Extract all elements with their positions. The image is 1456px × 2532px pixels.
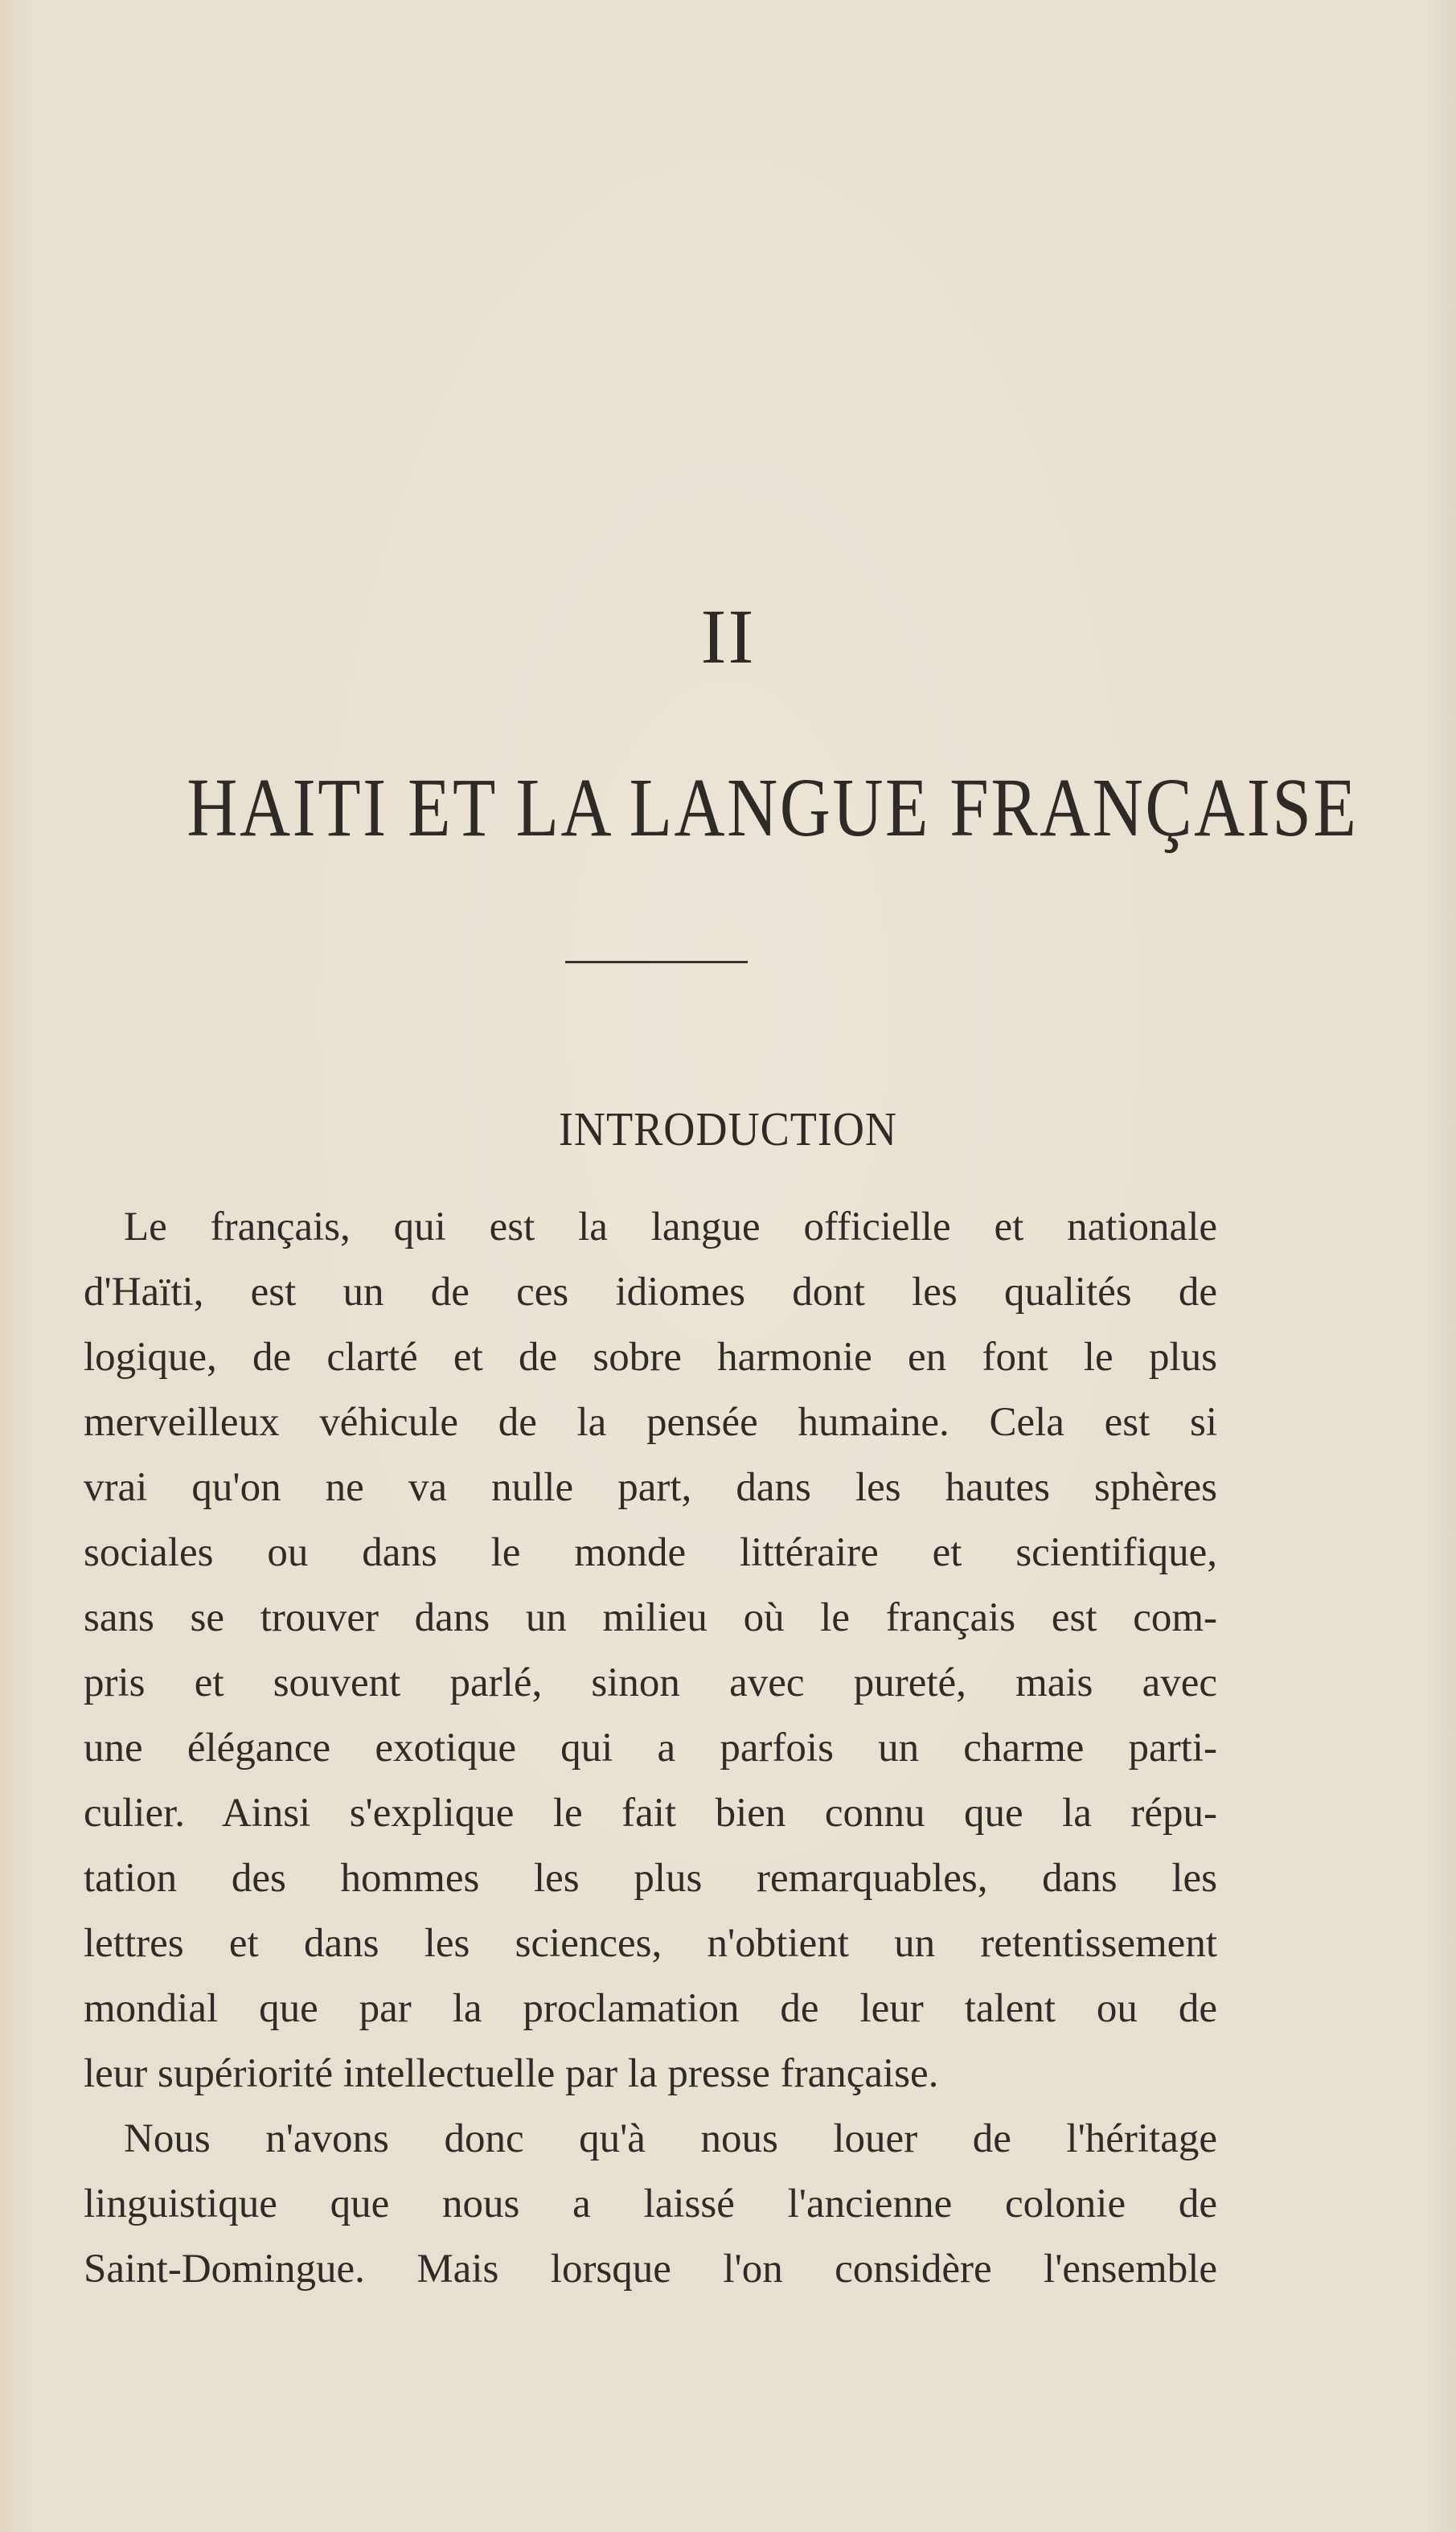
text-line: sociales ou dans le monde littéraire et scientifique, bbox=[84, 1530, 1217, 1575]
section-title: INTRODUCTION bbox=[558, 1102, 898, 1155]
text-line: Saint-Domingue. Mais lorsque l'on considère l'ensemble bbox=[84, 2247, 1217, 2292]
text-line: Le français, qui est la langue officielle et nationale bbox=[124, 1204, 1217, 1250]
title-divider bbox=[565, 961, 748, 963]
text-line: pris et souvent parlé, sinon avec pureté, mais avec bbox=[84, 1660, 1217, 1705]
text-line: tation des hommes les plus remarquables, dans les bbox=[84, 1856, 1217, 1901]
text-line: mondial que par la proclamation de leur talent ou de bbox=[84, 1986, 1217, 2031]
body-text bbox=[84, 1195, 1217, 2302]
text-line: logique, de clarté et de sobre harmonie en font le plus bbox=[84, 1335, 1217, 1380]
text-line: d'Haïti, est un de ces idiomes dont les qualités de bbox=[84, 1270, 1217, 1315]
chapter-number: II bbox=[700, 593, 756, 679]
text-line: une élégance exotique qui a parfois un charme parti- bbox=[84, 1726, 1217, 1771]
paragraph-2 bbox=[84, 2107, 1217, 2302]
text-line: culier. Ainsi s'explique le fait bien connu que la répu- bbox=[84, 1791, 1217, 1836]
text-line: vrai qu'on ne va nulle part, dans les hautes sphères bbox=[84, 1465, 1217, 1510]
text-line: sans se trouver dans un milieu où le français est com- bbox=[84, 1595, 1217, 1640]
text-line: merveilleux véhicule de la pensée humaine. Cela est si bbox=[84, 1400, 1217, 1445]
chapter-title: HAITI ET LA LANGUE FRANÇAISE bbox=[187, 761, 1359, 854]
text-line: leur supériorité intellectuelle par la presse française. bbox=[84, 2051, 939, 2096]
text-line: Nous n'avons donc qu'à nous louer de l'héritage bbox=[124, 2116, 1217, 2161]
text-line: lettres et dans les sciences, n'obtient un retentissement bbox=[84, 1921, 1217, 1966]
paragraph-1 bbox=[84, 1195, 1217, 2107]
text-line: linguistique que nous a laissé l'ancienne colonie de bbox=[84, 2181, 1217, 2226]
